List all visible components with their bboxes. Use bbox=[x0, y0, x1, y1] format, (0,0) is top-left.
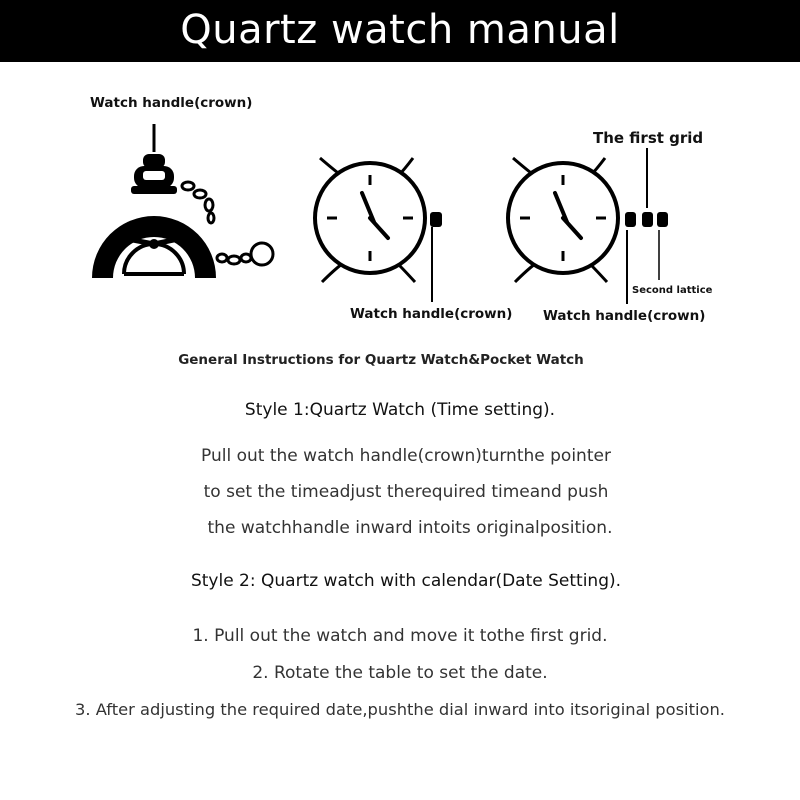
second-lattice-icon bbox=[657, 212, 668, 227]
pocket-crown-icon bbox=[143, 154, 165, 168]
style2-step: 3. After adjusting the required date,pushthe dial inward into itsoriginal position. bbox=[75, 700, 725, 719]
style2-heading: Style 2: Quartz watch with calendar(Date Setting). bbox=[190, 571, 622, 591]
pocket-crown-label: Watch handle(crown) bbox=[90, 95, 253, 111]
calendar-crown-icon bbox=[625, 212, 636, 227]
calendar-watch-illustration bbox=[508, 148, 668, 304]
style1-heading: Style 1:Quartz Watch (Time setting). bbox=[244, 400, 556, 420]
style1-line: Pull out the watch handle(crown)turnthe pointer bbox=[201, 446, 611, 466]
quartz-crown-label: Watch handle(crown) bbox=[350, 306, 513, 322]
quartz-watch-illustration bbox=[315, 158, 442, 302]
quartz-crown-icon bbox=[430, 212, 442, 227]
title-banner bbox=[0, 0, 800, 62]
style1-line: to set the timeadjust therequired timeand push bbox=[203, 482, 609, 502]
style2-step: 1. Pull out the watch and move it tothe first grid. bbox=[192, 626, 608, 646]
style1-line: the watchhandle inward intoits originalposition. bbox=[207, 518, 613, 538]
pocket-watch-illustration bbox=[92, 124, 273, 278]
style2-step: 2. Rotate the table to set the date. bbox=[252, 663, 548, 683]
instructions-subtitle: General Instructions for Quartz Watch&Pocket Watch bbox=[178, 352, 584, 368]
calendar-crown-label: Watch handle(crown) bbox=[543, 308, 706, 324]
page-title: Quartz watch manual bbox=[180, 7, 620, 53]
second-lattice-label: Second lattice bbox=[632, 285, 713, 296]
first-grid-icon bbox=[642, 212, 653, 227]
first-grid-label: The first grid bbox=[593, 129, 704, 147]
